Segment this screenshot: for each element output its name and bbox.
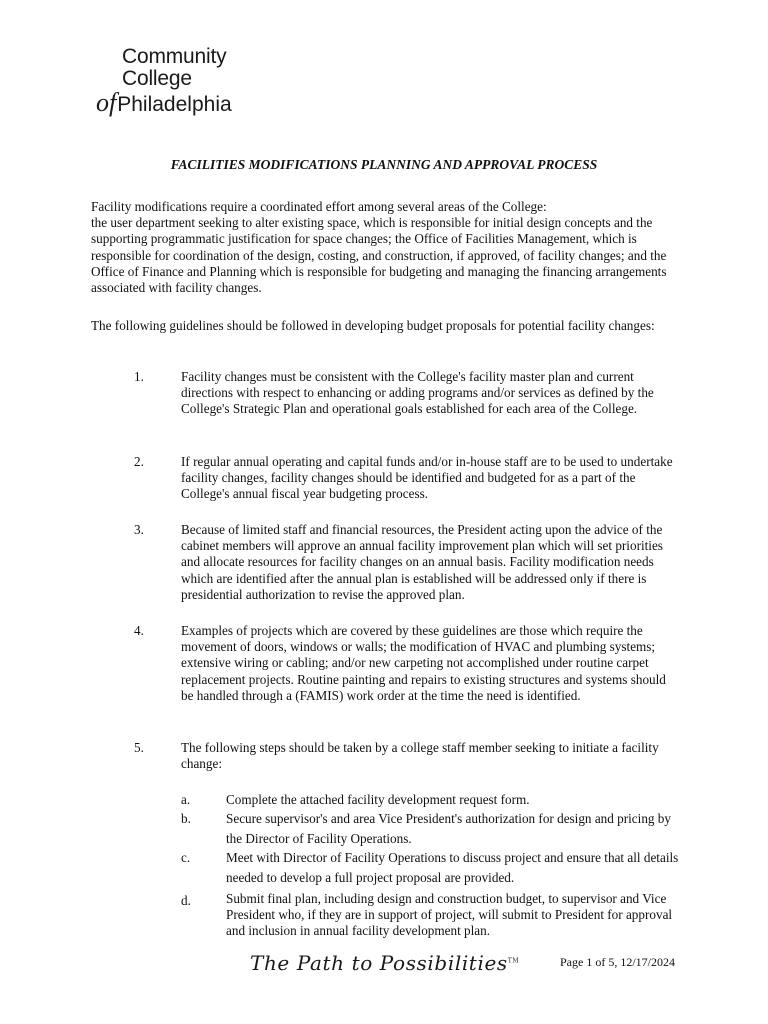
- intro-body: the user department seeking to alter existing space, which is responsible for initial design concepts and the supporting programmatic justification for space changes; the Office of Facilities Management, which is responsible for coordination of the design, costing, and construction, if approved, of facility changes; and the Office of Finance and Planning which is responsible for budgeting and managing the financing arrangements associated with facility changes.: [91, 215, 667, 296]
- list-item-text: If regular annual operating and capital funds and/or in-house staff are to be used to undertake facility changes, facility changes should be identified and budgeted for as a part of the College's annual fiscal year budgeting process.: [181, 454, 673, 502]
- document-title: FACILITIES MODIFICATIONS PLANNING AND APPROVAL PROCESS: [170, 157, 598, 172]
- step-text: Complete the attached facility development request form.: [226, 792, 530, 807]
- tagline-text: The Path to Possibilities: [250, 951, 508, 975]
- logo-philadelphia: Philadelphia: [117, 93, 232, 116]
- page-number: Page 1 of 5, 12/17/2024: [560, 955, 675, 969]
- logo-line-philadelphia: [96, 90, 232, 118]
- list-item-text: The following steps should be taken by a college staff member seeking to initiate a facility change:: [181, 740, 659, 772]
- guidelines-intro: The following guidelines should be followed in developing budget proposals for potential facility changes:: [91, 318, 655, 333]
- step-text: Meet with Director of Facility Operations to discuss project and ensure that all details needed to develop a full project proposal are provided.: [226, 850, 679, 885]
- step-letter: d.: [181, 893, 191, 908]
- list-item-text: Examples of projects which are covered by these guidelines are those which require the movement of doors, windows or walls; the modification of HVAC and plumbing systems; extensive wiring or cabling; and/or new carpeting not accomplished under routine carpet replacement projects. Routine painting and repairs to existing structures and systems should be handled through a (FAMIS) work order at the time the need is identified.: [181, 623, 666, 703]
- list-item-text: Because of limited staff and financial resources, the President acting upon the advice of the cabinet members will approve an annual facility improvement plan which will set priorities and allocate resources for facility changes on an annual basis. Facility modification needs which are identified after the annual plan is established will be addressed only if there is presidential authorization to revise the approved plan.: [181, 522, 663, 602]
- list-item-number: 3.: [134, 522, 144, 537]
- intro-paragraph: [91, 199, 691, 296]
- step-letter: c.: [181, 850, 191, 865]
- trademark-mark: TM: [507, 957, 520, 965]
- step-letter: a.: [181, 792, 191, 807]
- list-item-text: Facility changes must be consistent with the College's facility master plan and current directions with respect to enhancing or adding programs and/or services as defined by the College's Strategic Plan and operational goals established for each area of the College.: [181, 369, 654, 417]
- list-item-number: 1.: [134, 369, 144, 384]
- list-item-number: 2.: [134, 454, 144, 469]
- step-letter: b.: [181, 811, 191, 826]
- step-text: Submit final plan, including design and construction budget, to supervisor and Vice President who, if they are in support of project, will submit to President for approval and inclusion in annual facility development plan.: [226, 891, 673, 939]
- step-text: Secure supervisor's and area Vice President's authorization for design and pricing by the Director of Facility Operations.: [226, 811, 671, 846]
- list-item-number: 4.: [134, 623, 144, 638]
- list-item-number: 5.: [134, 740, 144, 755]
- logo-line-community: Community: [122, 45, 227, 68]
- logo-line-college: College: [122, 67, 192, 90]
- footer-tagline: [250, 951, 519, 975]
- intro-lead: Facility modifications require a coordinated effort among several areas of the College:: [91, 199, 547, 214]
- logo-of: of: [96, 88, 117, 117]
- college-logo: [96, 46, 256, 122]
